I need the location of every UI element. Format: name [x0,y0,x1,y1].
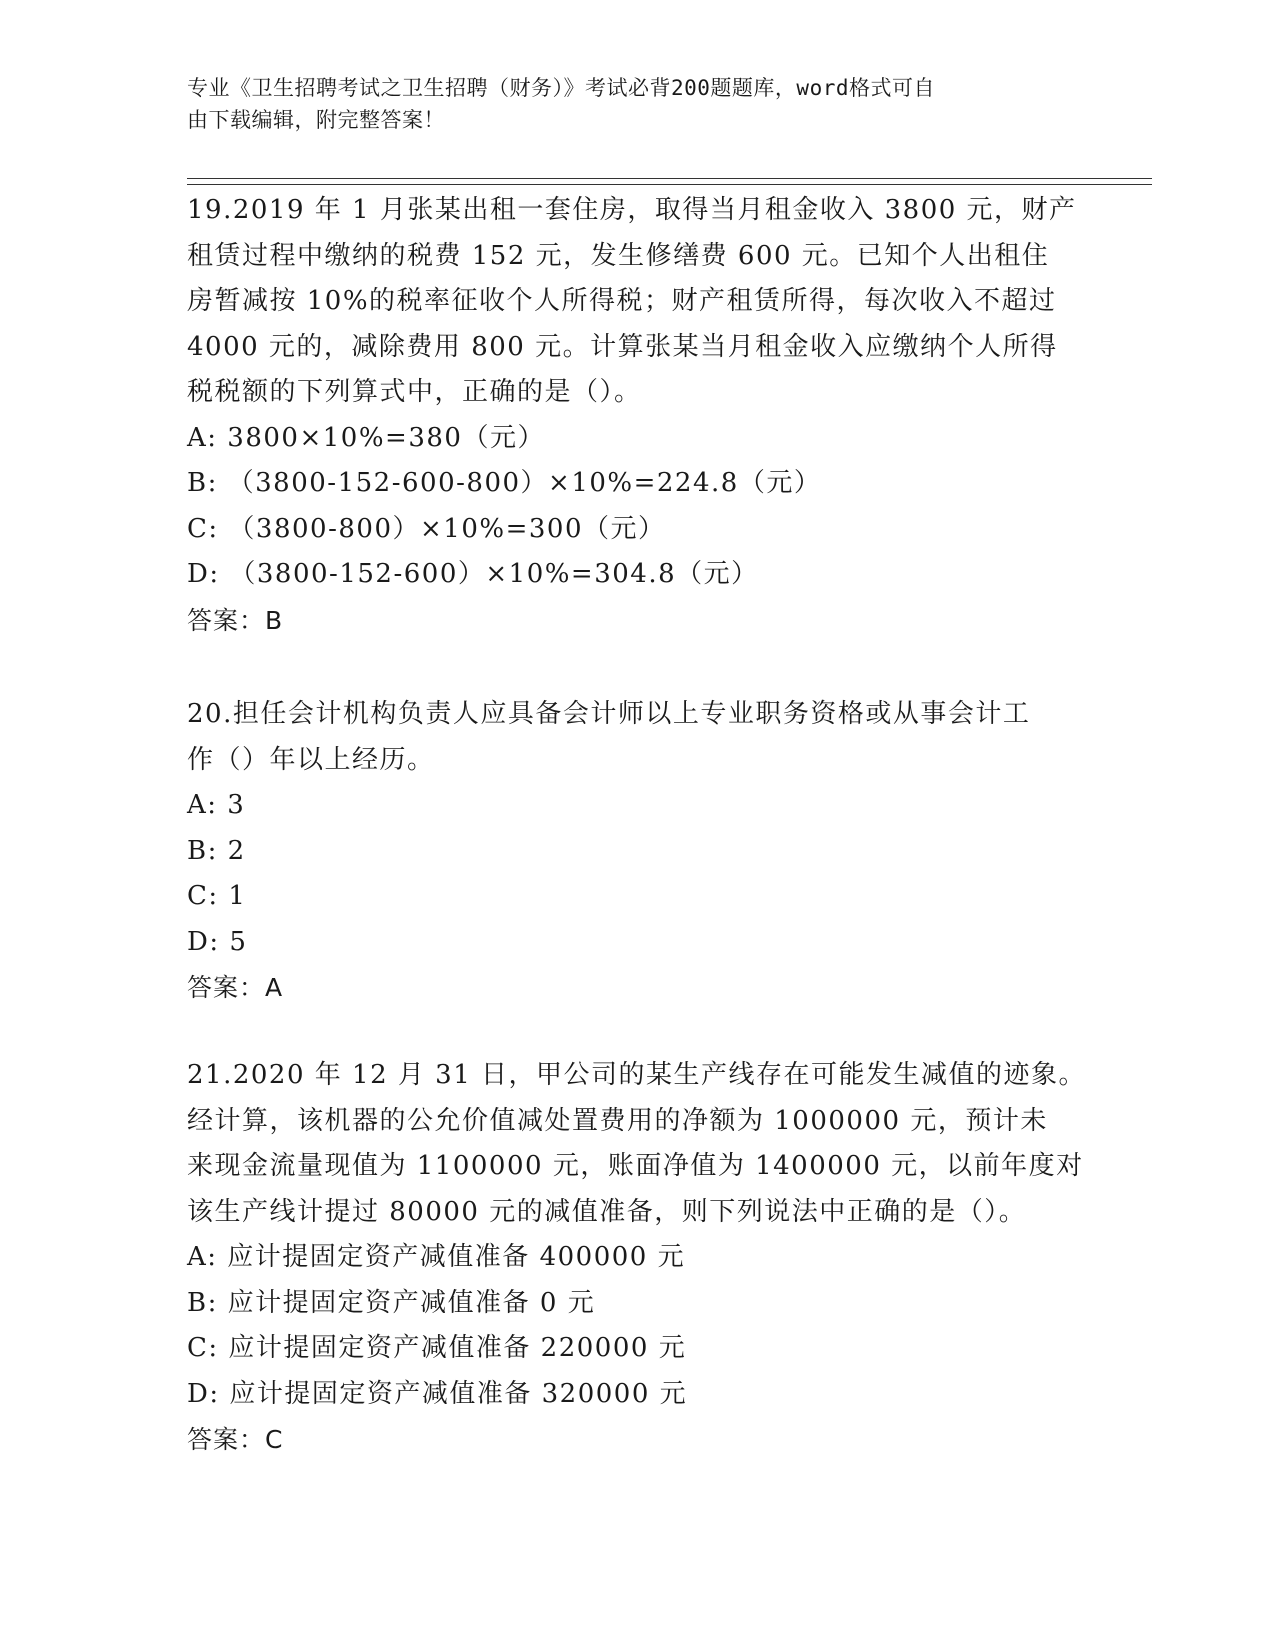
question-stem-line: 税税额的下列算式中，正确的是（）。 [187,377,642,407]
option-c: C: （3800-800）×10%=300（元） [187,513,666,544]
question-stem-line: 租赁过程中缴纳的税费 152 元，发生修缮费 600 元。已知个人出租住 [187,240,1050,271]
header-divider-bottom [187,184,1152,185]
option-b: B: （3800-152-600-800）×10%=224.8（元） [187,468,822,498]
question-stem-line: 来现金流量现值为 1100000 元，账面净值为 1400000 元，以前年度对 [187,1151,1084,1181]
document-header [187,72,1077,136]
question-21 [187,1053,1087,1463]
question-stem-line: 经计算，该机器的公允价值减处置费用的净额为 1000000 元，预计未 [187,1105,1048,1136]
question-stem-line: 19.2019 年 1 月张某出租一套住房，取得当月租金收入 3800 元，财产 [187,195,1077,225]
option-b: B: 2 [187,835,246,866]
answer-line: 答案：C [187,1425,284,1454]
option-a: A: 应计提固定资产减值准备 400000 元 [187,1242,686,1272]
question-stem-line: 该生产线计提过 80000 元的减值准备，则下列说法中正确的是（）。 [187,1196,1027,1227]
question-stem-line: 21.2020 年 12 月 31 日，甲公司的某生产线存在可能发生减值的迹象。 [187,1060,1087,1090]
answer-line: 答案：B [187,605,284,635]
option-c: C: 1 [187,881,247,911]
option-a: A: 3 [187,790,246,820]
answer-line: 答案：A [187,973,284,1002]
question-stem-line: 4000 元的，减除费用 800 元。计算张某当月租金收入应缴纳个人所得 [187,331,1058,362]
question-stem-line: 20.担任会计机构负责人应具备会计师以上专业职务资格或从事会计工 [187,699,1031,729]
option-d: D: 应计提固定资产减值准备 320000 元 [187,1378,688,1409]
option-d: D: （3800-152-600）×10%=304.8（元） [187,559,759,589]
option-b: B: 应计提固定资产减值准备 0 元 [187,1287,596,1318]
question-20 [187,692,1087,1011]
option-d: D: 5 [187,926,248,957]
header-divider-top [187,178,1152,179]
option-a: A: 3800×10%=380（元） [187,422,545,453]
header-line-1: 专业《卫生招聘考试之卫生招聘（财务）》考试必背200题题库，word格式可自 [187,76,935,100]
question-19 [187,188,1087,643]
question-stem-line: 房暂减按 10%的税率征收个人所得税；财产租赁所得，每次收入不超过 [187,286,1057,316]
header-line-2: 由下载编辑，附完整答案！ [187,108,445,132]
option-c: C: 应计提固定资产减值准备 220000 元 [187,1333,687,1363]
question-stem-line: 作（）年以上经历。 [187,744,435,775]
